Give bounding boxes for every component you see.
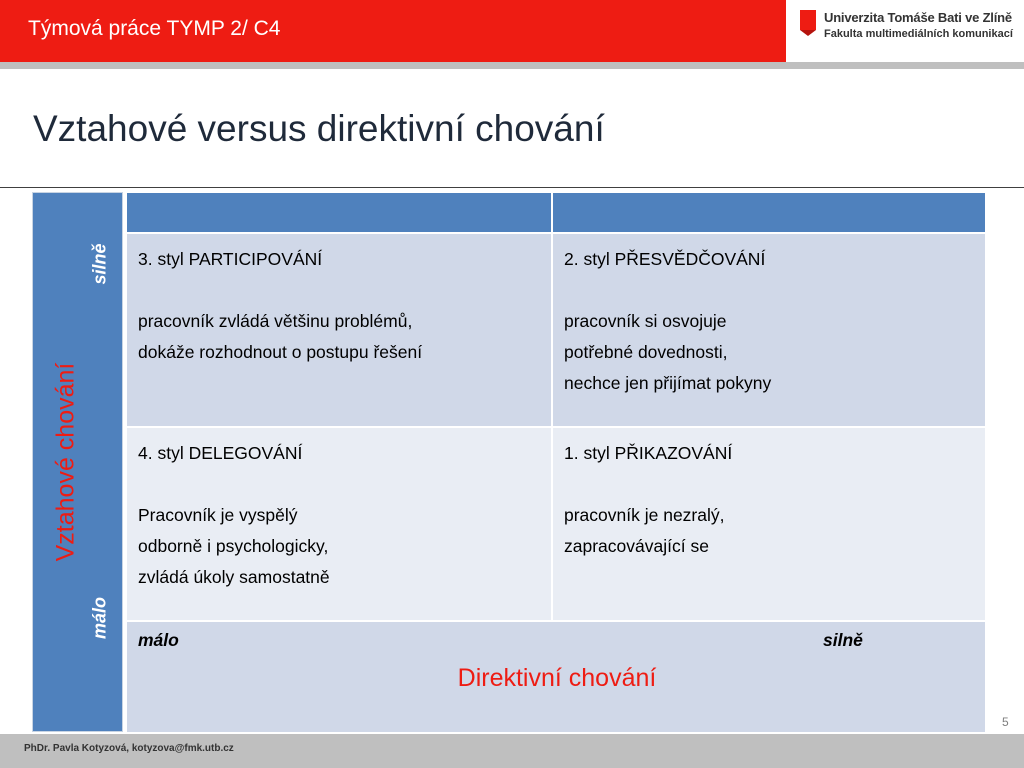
footer-author: PhDr. Pavla Kotyzová, kotyzova@fmk.utb.cz [24, 743, 234, 754]
quadrant-title: 4. styl DELEGOVÁNÍ [138, 443, 303, 463]
x-axis-row [126, 621, 986, 733]
quadrant-title: 1. styl PŘIKAZOVÁNÍ [564, 443, 733, 463]
quadrant-text-line: potřebné dovednosti, [564, 342, 728, 362]
utb-logo-icon [798, 10, 818, 36]
quadrant-text-line: Pracovník je vyspělý [138, 505, 298, 525]
quadrant-text-line: pracovník zvládá většinu problémů, [138, 311, 413, 331]
y-axis-high-label: silně [89, 243, 110, 285]
quadrant-text-line: zapracovávající se [564, 536, 709, 556]
page-number: 5 [1002, 715, 1009, 729]
header-divider [0, 62, 1024, 69]
quadrant-text-line: pracovník si osvojuje [564, 311, 727, 331]
leadership-style-matrix [126, 192, 986, 733]
course-title: Týmová práce TYMP 2/ C4 [28, 17, 281, 40]
quadrant-persuading [552, 233, 986, 427]
x-axis-label: Direktivní chování [457, 664, 657, 692]
university-name: Univerzita Tomáše Bati ve Zlíně [824, 10, 1012, 25]
quadrant-directing [552, 427, 986, 621]
quadrant-delegating [126, 427, 552, 621]
slide-title: Vztahové versus direktivní chování [33, 108, 605, 149]
header-cell-right [552, 192, 986, 233]
quadrant-text-line: dokáže rozhodnout o postupu řešení [138, 342, 423, 362]
quadrant-text-line: nechce jen přijímat pokyny [564, 373, 772, 393]
quadrant-title: 3. styl PARTICIPOVÁNÍ [138, 249, 323, 269]
x-axis-low-label: málo [138, 630, 179, 650]
faculty-name: Fakulta multimediálních komunikací [824, 28, 1013, 40]
quadrant-text-line: pracovník je nezralý, [564, 505, 725, 525]
university-logo [798, 8, 1024, 50]
quadrant-text-line: zvládá úkoly samostatně [138, 567, 330, 587]
x-axis-high-label: silně [823, 630, 863, 650]
quadrant-participating [126, 233, 552, 427]
header-cell-left [126, 192, 552, 233]
y-axis-label: Vztahové chování [51, 362, 80, 562]
quadrant-text-line: odborně i psychologicky, [138, 536, 329, 556]
quadrant-title: 2. styl PŘESVĚDČOVÁNÍ [564, 249, 766, 269]
title-rule [0, 187, 1024, 188]
y-axis-low-label: málo [89, 596, 110, 640]
